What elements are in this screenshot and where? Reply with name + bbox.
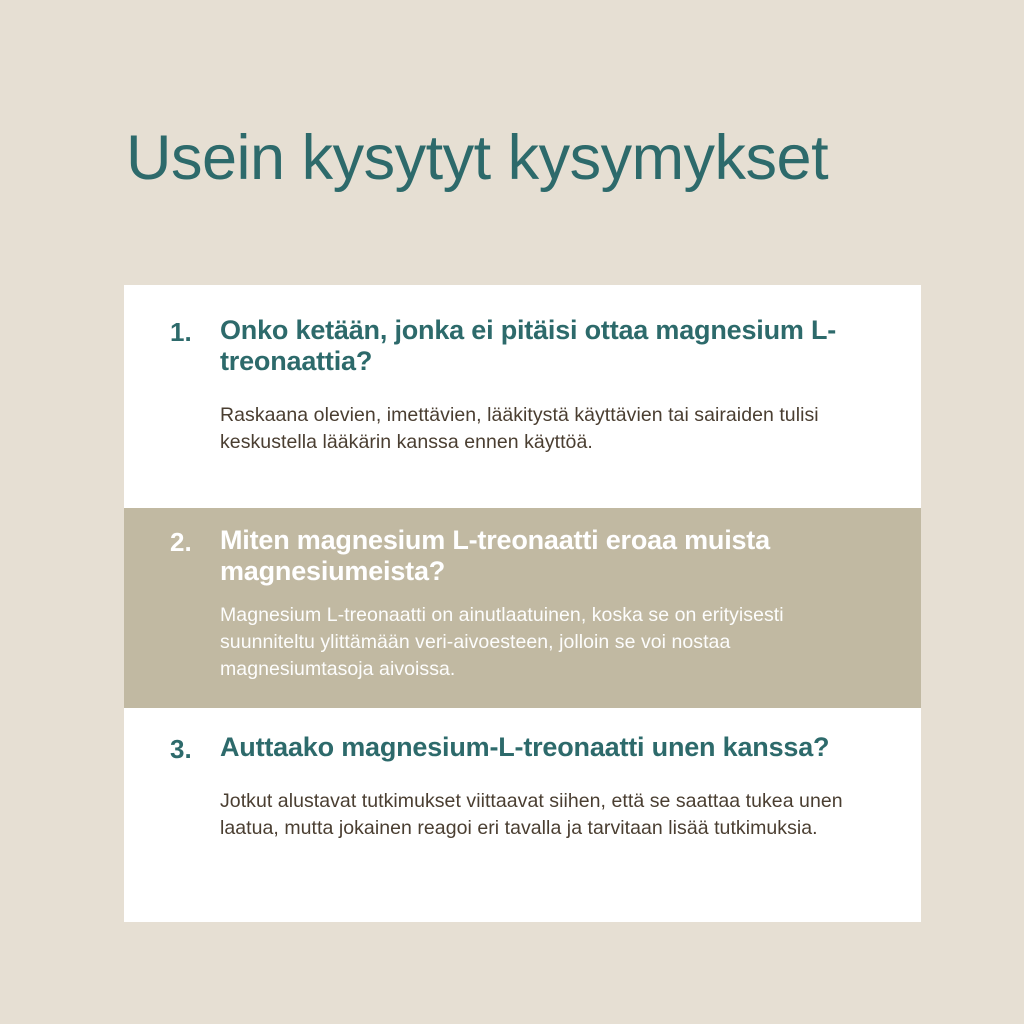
faq-answer-2: Magnesium L-treonaatti on ainutlaatuinen, koska se on erityisesti suunniteltu ylittämään veri-aivoesteen, jolloin se voi nostaa magnesiumtasoja aivoissa. [220, 603, 784, 681]
faq-item-2[interactable] [124, 508, 921, 708]
faq-answer-3: Jotkut alustavat tutkimukset viittaavat siihen, että se saattaa tukea unen laatua, mutta jokainen reagoi eri tavalla ja tarvitaan lisää tutkimuksia. [220, 790, 843, 840]
faq-list [124, 285, 921, 922]
faq-question-2: Miten magnesium L-treonaatti eroaa muista magnesiumeista? [220, 525, 770, 587]
faq-question-row-1 [170, 315, 881, 378]
faq-item-3[interactable] [124, 708, 921, 922]
faq-question-3: Auttaako magnesium-L-treonaatti unen kanssa? [220, 732, 830, 762]
faq-question-row-3 [170, 732, 881, 765]
faq-answer-1: Raskaana olevien, imettävien, lääkitystä käyttävien tai sairaiden tulisi keskustella lääkärin kanssa ennen käyttöä. [220, 403, 819, 453]
page-title: Usein kysytyt kysymykset [126, 123, 829, 193]
faq-question-1: Onko ketään, jonka ei pitäisi ottaa magnesium L-treonaattia? [220, 315, 837, 377]
faq-number-3: 3. [170, 734, 192, 764]
faq-item-1[interactable] [124, 285, 921, 508]
faq-number-1: 1. [170, 317, 192, 347]
faq-number-2: 2. [170, 527, 192, 557]
faq-question-row-2 [170, 525, 881, 588]
